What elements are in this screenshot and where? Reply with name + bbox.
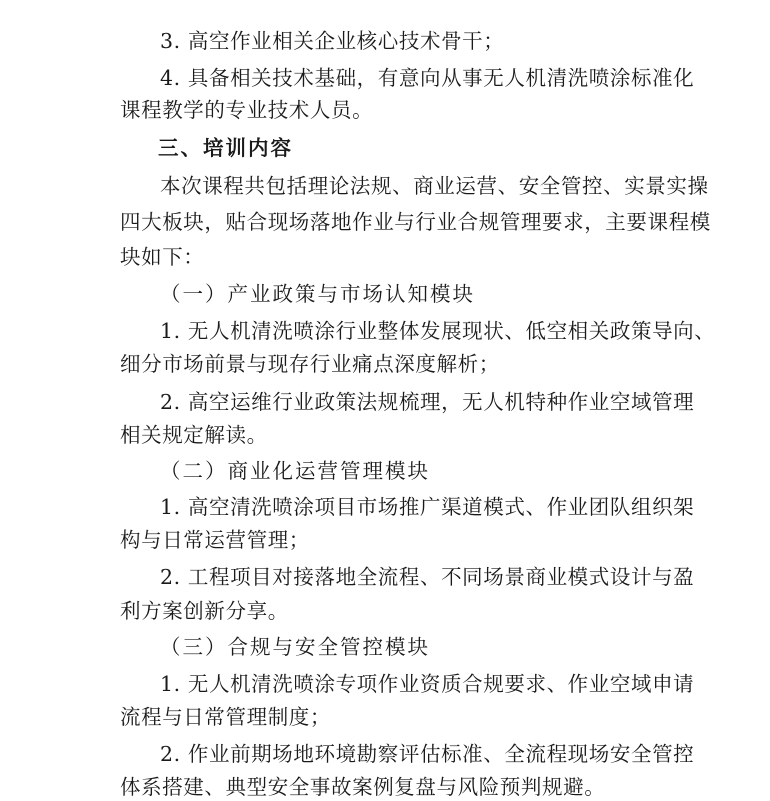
list-item-cont: 细分市场前景与现存行业痛点深度解析； — [120, 352, 500, 376]
list-item: 1. 无人机清洗喷涂专项作业资质合规要求、作业空域申请 — [160, 672, 695, 696]
paragraph-line: 块如下： — [120, 245, 205, 269]
list-item-cont: 体系搭建、典型安全事故案例复盘与风险预判规避。 — [120, 775, 606, 799]
list-item-cont: 流程与日常管理制度； — [120, 705, 331, 729]
list-item-cont: 相关规定解读。 — [120, 423, 268, 447]
section-heading: 三、培训内容 — [158, 136, 293, 160]
paragraph-line: 四大板块，贴合现场落地作业与行业合规管理要求，主要课程模 — [120, 210, 711, 234]
paragraph-line: 本次课程共包括理论法规、商业运营、安全管控、实景实操 — [160, 174, 709, 198]
list-item: 1. 无人机清洗喷涂行业整体发展现状、低空相关政策导向、 — [160, 319, 716, 343]
subsection-heading-3: （三）合规与安全管控模块 — [160, 635, 430, 659]
list-item-cont: 利方案创新分享。 — [120, 599, 289, 623]
list-item-4-cont: 课程教学的专业技术人员。 — [120, 98, 374, 122]
list-item-cont: 构与日常运营管理； — [120, 528, 310, 552]
list-item-4: 4. 具备相关技术基础，有意向从事无人机清洗喷涂标准化 — [160, 66, 695, 90]
subsection-heading-2: （二）商业化运营管理模块 — [160, 459, 430, 483]
list-item: 2. 高空运维行业政策法规梳理，无人机特种作业空域管理 — [160, 390, 695, 414]
list-item: 2. 作业前期场地环境勘察评估标准、全流程现场安全管控 — [160, 742, 695, 766]
list-item: 2. 工程项目对接落地全流程、不同场景商业模式设计与盈 — [160, 565, 695, 589]
list-item: 1. 高空清洗喷涂项目市场推广渠道模式、作业团队组织架 — [160, 495, 695, 519]
subsection-heading-1: （一）产业政策与市场认知模块 — [160, 282, 475, 306]
list-item-3: 3. 高空作业相关企业核心技术骨干； — [160, 29, 505, 53]
